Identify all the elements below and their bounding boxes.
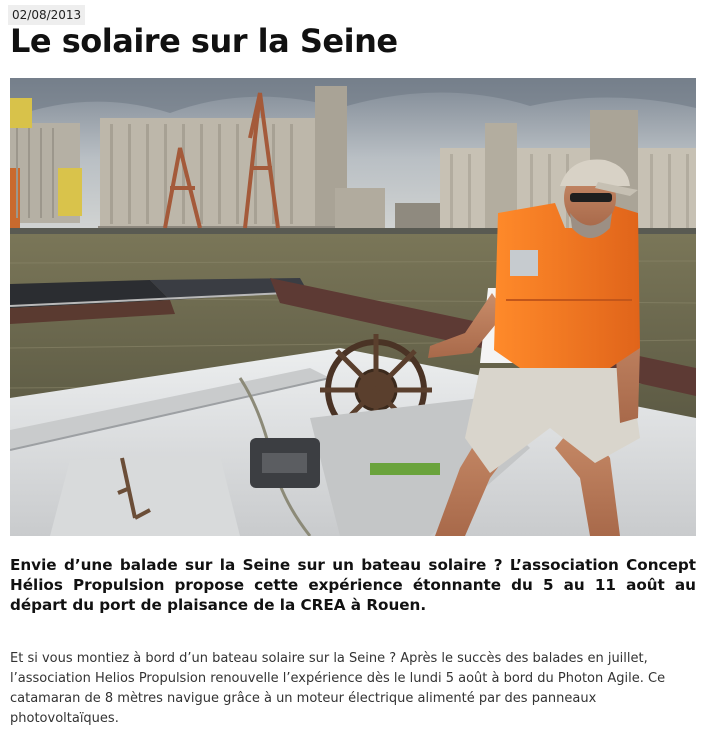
article-lead: Envie d’une balade sur la Seine sur un bateau solaire ? L’association Concept Hélios Propulsion propose cette expérience étonnante du 5 au 11 août au départ du port de plaisance de la CREA à Rouen.: [10, 556, 696, 614]
article-body: Et si vous montiez à bord d’un bateau solaire sur la Seine ? Après le succès des balades en juillet, l’association Helios Propulsion renouvelle l’expérience dès le lundi 5 août à bord du Photon Agile. Ce catamaran de 8 mètres navigue grâce à un moteur électrique alimenté par des panneaux photovoltaïques.: [10, 651, 666, 726]
article-date: 02/08/2013: [8, 5, 85, 25]
article-title: Le solaire sur la Seine: [10, 22, 398, 60]
article-photo: [10, 78, 696, 536]
